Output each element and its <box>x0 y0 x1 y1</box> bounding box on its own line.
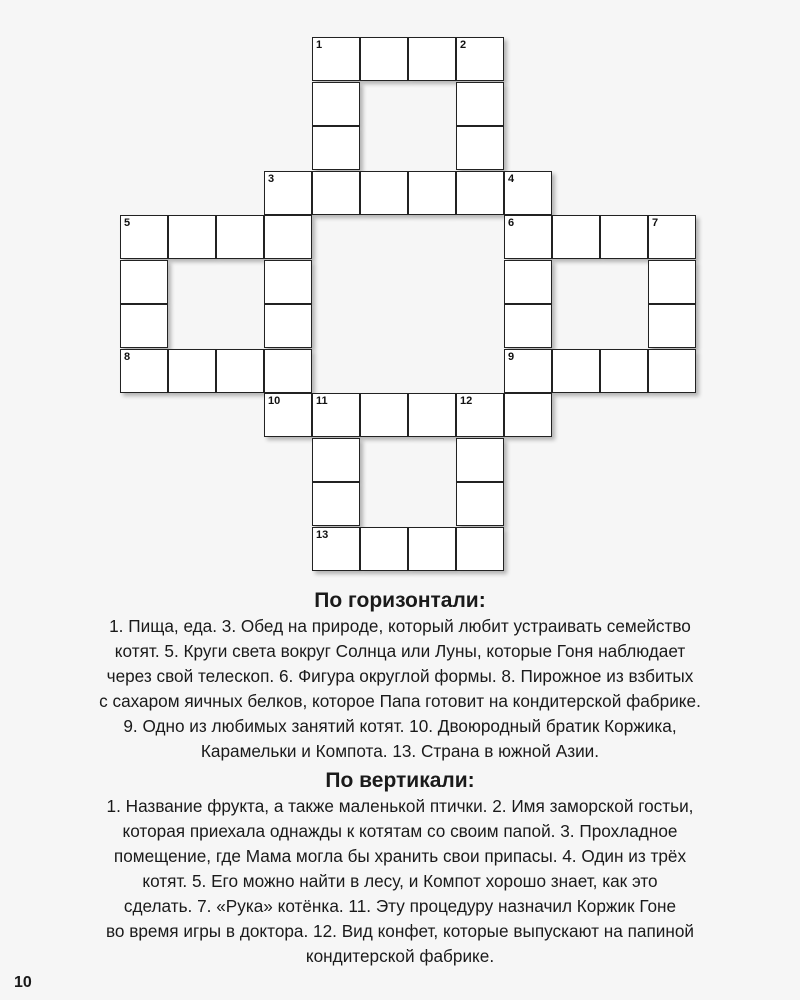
crossword-cell[interactable] <box>648 260 696 304</box>
clue-number: 11 <box>316 395 328 407</box>
clue-number: 7 <box>652 217 659 229</box>
clue-number: 3 <box>268 172 275 185</box>
across-clue-line: Карамельки и Компота. 13. Страна в южной Азии. <box>200 741 600 761</box>
crossword-cell[interactable] <box>504 304 552 348</box>
across-clue-line: котят. 5. Круги света вокруг Солнца или Луны, которые Гоня наблюдает <box>114 641 686 661</box>
clue-number: 8 <box>124 350 131 363</box>
crossword-cell[interactable] <box>312 82 360 126</box>
down-heading: По вертикали: <box>325 769 475 792</box>
across-clue-line: 1. Пища, еда. 3. Обед на природе, который любит устраивать семейство <box>109 616 691 636</box>
crossword-cell[interactable] <box>264 260 312 304</box>
crossword-cell[interactable] <box>456 438 504 482</box>
crossword-cell[interactable] <box>216 349 264 393</box>
crossword-cell[interactable] <box>648 215 696 259</box>
crossword-cell[interactable] <box>360 527 408 571</box>
crossword-cell[interactable] <box>312 482 360 526</box>
clue-number: 5 <box>124 217 131 229</box>
page-number: 10 <box>14 974 32 991</box>
crossword-cell[interactable] <box>456 82 504 126</box>
crossword-cell[interactable] <box>408 171 456 215</box>
down-clue-line: которая приехала однажды к котятам со своим папой. 3. Прохладное <box>122 821 678 841</box>
clue-number: 12 <box>460 395 473 407</box>
crossword-cell[interactable] <box>360 393 408 437</box>
crossword-cell[interactable] <box>264 349 312 393</box>
crossword-cell[interactable] <box>120 215 168 259</box>
crossword-cell[interactable] <box>312 393 360 437</box>
crossword-cell[interactable] <box>312 171 360 215</box>
across-clues <box>20 614 780 764</box>
across-heading: По горизонтали: <box>314 589 486 612</box>
crossword-cell[interactable] <box>264 171 312 215</box>
down-clue-line: сделать. 7. «Рука» котёнка. 11. Эту процедуру назначил Коржик Гоне <box>123 896 677 916</box>
crossword-cell[interactable] <box>360 37 408 81</box>
crossword-cell[interactable] <box>552 349 600 393</box>
crossword-cell[interactable] <box>360 171 408 215</box>
clue-number: 4 <box>508 172 515 185</box>
crossword-cell[interactable] <box>504 393 552 437</box>
crossword-cell[interactable] <box>552 215 600 259</box>
across-clue-line: с сахаром яичных белков, которое Папа готовит на кондитерской фабрике. <box>99 691 701 711</box>
down-clue-line: во время игры в доктора. 12. Вид конфет, которые выпускают на папиной <box>105 921 695 941</box>
crossword-cell[interactable] <box>456 126 504 170</box>
crossword-cell[interactable] <box>408 37 456 81</box>
crossword-cell[interactable] <box>600 215 648 259</box>
down-clue-line: помещение, где Мама могла бы хранить свои припасы. 4. Один из трёх <box>113 846 687 866</box>
clue-number: 1 <box>316 39 323 51</box>
crossword-cell[interactable] <box>312 527 360 571</box>
crossword-cell[interactable] <box>648 349 696 393</box>
clue-number: 10 <box>268 395 281 407</box>
crossword-cell[interactable] <box>168 349 216 393</box>
crossword-cell[interactable] <box>408 527 456 571</box>
crossword-cell[interactable] <box>504 215 552 259</box>
crossword-cell[interactable] <box>600 349 648 393</box>
crossword-cell[interactable] <box>120 260 168 304</box>
crossword-cell[interactable] <box>648 304 696 348</box>
crossword-cell[interactable] <box>312 37 360 81</box>
across-clue-line: 9. Одно из любимых занятий котят. 10. Двоюродный братик Коржика, <box>123 716 677 736</box>
down-clues <box>20 794 780 969</box>
across-clue-line: через свой телескоп. 6. Фигура округлой формы. 8. Пирожное из взбитых <box>106 666 694 686</box>
crossword-cell[interactable] <box>456 393 504 437</box>
crossword-cell[interactable] <box>168 215 216 259</box>
crossword-cell[interactable] <box>504 171 552 215</box>
crossword-cell[interactable] <box>120 349 168 393</box>
crossword-cell[interactable] <box>408 393 456 437</box>
crossword-cell[interactable] <box>456 37 504 81</box>
down-clue-line: 1. Название фрукта, а также маленькой птички. 2. Имя заморской гостьи, <box>106 796 694 816</box>
clue-number: 6 <box>508 217 515 229</box>
crossword-cell[interactable] <box>504 260 552 304</box>
clue-number: 9 <box>508 350 515 363</box>
crossword-cell[interactable] <box>120 304 168 348</box>
clue-number: 2 <box>460 39 467 51</box>
down-clue-line: котят. 5. Его можно найти в лесу, и Компот хорошо знает, как это <box>142 871 658 891</box>
crossword-cell[interactable] <box>264 215 312 259</box>
crossword-cell[interactable] <box>456 527 504 571</box>
crossword-cell[interactable] <box>216 215 264 259</box>
clue-number: 13 <box>316 528 329 541</box>
crossword-cell[interactable] <box>264 393 312 437</box>
crossword-cell[interactable] <box>264 304 312 348</box>
crossword-cell[interactable] <box>456 171 504 215</box>
crossword-cell[interactable] <box>312 438 360 482</box>
down-clue-line: кондитерской фабрике. <box>305 946 495 966</box>
crossword-cell[interactable] <box>312 126 360 170</box>
crossword-cell[interactable] <box>504 349 552 393</box>
crossword-cell[interactable] <box>456 482 504 526</box>
